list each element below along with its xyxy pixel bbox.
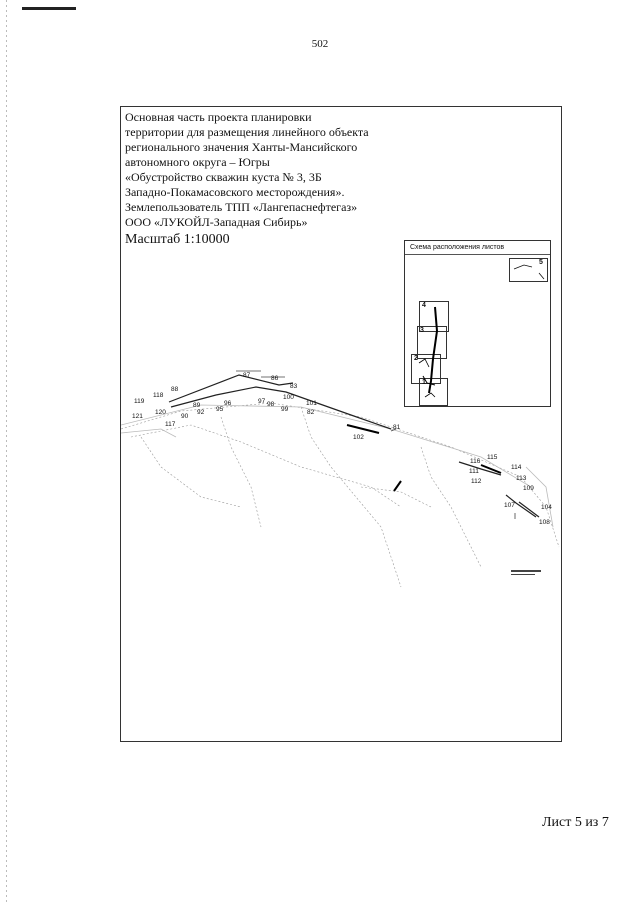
point-label: 116 <box>470 458 481 465</box>
point-label: 87 <box>243 372 251 379</box>
sheet-label: 3 <box>420 327 424 334</box>
map-scale: Масштаб 1:10000 <box>125 232 230 247</box>
title-line: ООО «ЛУКОЙЛ-Западная Сибирь» <box>125 215 308 229</box>
point-label: 89 <box>193 402 201 409</box>
title-line: Основная часть проекта планировки <box>125 110 312 124</box>
point-label: 102 <box>353 434 364 441</box>
point-label: 112 <box>471 478 482 485</box>
inset-title: Схема расположения листов <box>410 244 505 251</box>
point-label: 99 <box>281 406 289 413</box>
point-label: 83 <box>290 383 298 390</box>
point-label: 95 <box>216 406 224 413</box>
point-label: 107 <box>504 502 515 509</box>
point-label: 98 <box>267 401 275 408</box>
point-label: 90 <box>181 413 189 420</box>
sheet-label: 4 <box>422 302 426 309</box>
sheet-label: 1 <box>422 379 426 386</box>
title-line: автономного округа – Югры <box>125 155 270 169</box>
point-label: 115 <box>487 454 498 461</box>
point-label: 114 <box>511 464 522 471</box>
point-label: 121 <box>132 413 143 420</box>
point-label: 109 <box>523 485 534 492</box>
point-label: 100 <box>283 394 294 401</box>
point-label: 86 <box>271 375 279 382</box>
point-label: 88 <box>171 386 179 393</box>
sheet-layout-inset <box>404 240 551 407</box>
title-line: Западно-Покамасовского месторождения». <box>125 185 345 199</box>
sheet-label: 5 <box>539 259 543 266</box>
point-label: 119 <box>134 398 145 405</box>
sheet-count: Лист 5 из 7 <box>542 815 609 830</box>
title-line: «Обустройство скважин куста № 3, 3Б <box>125 170 322 184</box>
inset-route <box>405 241 550 406</box>
territory-boundaries <box>121 403 559 587</box>
point-label: 96 <box>224 400 232 407</box>
roads <box>121 405 553 527</box>
point-label: 118 <box>153 392 164 399</box>
point-label: 117 <box>165 421 176 428</box>
point-label: 81 <box>393 424 401 431</box>
title-line: территории для размещения линейного объекта <box>125 125 369 139</box>
point-label: 97 <box>258 398 266 405</box>
page-number: 502 <box>311 38 329 50</box>
point-label: 113 <box>516 475 527 482</box>
point-label: 104 <box>541 504 552 511</box>
point-label: 82 <box>307 409 315 416</box>
legend-mark <box>511 570 541 575</box>
sheet-label: 2 <box>414 355 418 362</box>
scan-edge <box>6 0 7 905</box>
map-frame <box>120 106 562 742</box>
point-label: 108 <box>539 519 550 526</box>
point-label: 92 <box>197 409 205 416</box>
map-drawing <box>121 107 561 741</box>
point-label: 101 <box>306 400 317 407</box>
point-label: 111 <box>469 468 479 475</box>
title-line: Землепользователь ТПП «Лангепаснефтегаз» <box>125 200 358 214</box>
title-line: регионального значения Ханты-Мансийского <box>125 140 358 154</box>
scan-mark <box>22 7 76 10</box>
point-label: 120 <box>155 409 166 416</box>
